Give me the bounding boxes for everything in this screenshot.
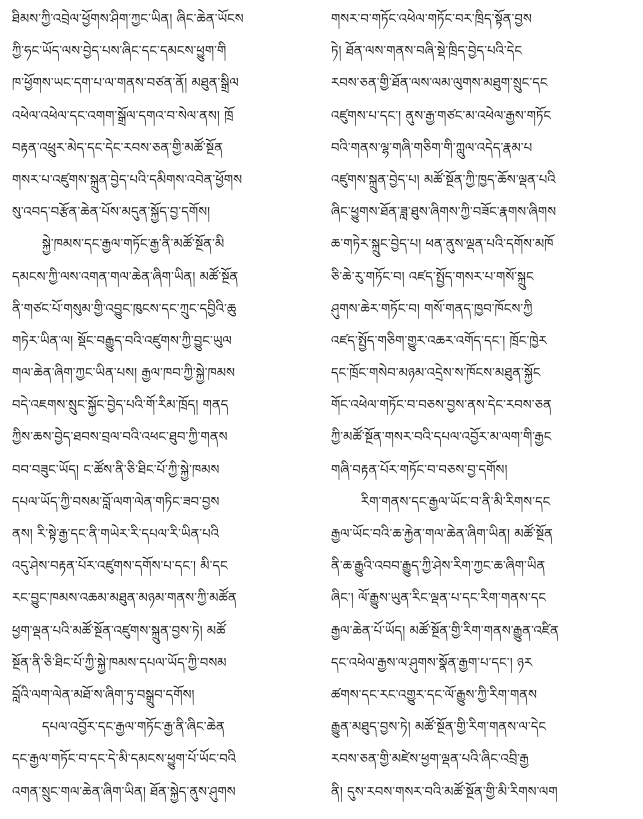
paragraph-start-line: རིག་གནས་དང་རྒྱལ་ཡོང་བ་ནི་མི་རིགས་དང [361, 494, 551, 510]
text-line: ཐིམས་ཀྱི་འབྲེལ་ཕྱོགས་ཤིག་ཀྱང་ཡིན། ཞིང་ཆེན་ཡོངས [12, 12, 244, 27]
text-line: ཕྱག་ལྡན་པའི་མཚོ་སྔོན་འཛུགས་སྐྲུན་བྱས་ཏེ། མཚོ [12, 623, 226, 639]
text-line: ཚགས་དང་རང་འགྱུར་དང་ལོ་རྒྱུས་ཀྱི་རིག་གནས [331, 687, 538, 703]
text-line: ཁ་ཕྱོགས་ཡང་དག་པ་ལ་གནས་བཙན་ནོ། མཐུན་སྒྲིལ [12, 76, 239, 92]
text-line: ཞིང་ཕྱུགས་ཐོན་ཟླ་ཐུས་ཞིགས་ཀྱི་བཟོང་རྣགས་ཞིགས [331, 205, 557, 221]
text-line: བློའི་ལག་ལེན་མཐོ་ས་ཞིག་ཏུ་བསྒྲུབ་དགོས། [12, 687, 195, 703]
text-line: གཞི་བརྟན་པོར་གཏོང་བ་བཅས་བྱ་དགོས། [331, 462, 508, 478]
text-line: བབ་བཟུང་ཡོད། ང་ཚོས་ནི་ཅི་ཐིང་པོ་ཀྱི་སྐྱེ་ཁམས [12, 462, 220, 478]
paragraph-start-line: སྐྱེ་ཁམས་དང་རྒྱལ་གཏོང་རྒྱ་ནི་མཚོ་སྔོན་མི [42, 237, 225, 253]
text-line: འཛུགས་པ་དང་། ནུས་རྒྱ་གཙང་མ་འཕེལ་རྒྱས་གཏོང [331, 108, 552, 124]
text-line: འཛུགས་སྐྲུན་བྱེད་པ། མཚོ་སྔོན་ཀྱི་ཁྱད་ཆོས་ལྡན་པའི [331, 172, 556, 188]
text-line: ནི། དུས་རབས་གསར་བའི་མཚོ་སྔོན་གྱི་མི་རིགས་ལག [331, 784, 558, 800]
text-line: རབས་ཅན་གྱི་ཐོན་ལས་ལམ་ལུགས་མཐུག་སྲུང་དང [331, 76, 548, 92]
text-line: ནས། རི་སྟེ་རྒྱ་དང་ནི་གཡེར་རི་དཔལ་རི་ཡིན་པའི [12, 527, 220, 542]
text-line: བདེ་འཇགས་སྲུང་སྐྱོང་བྱེད་པའི་གོ་རིམ་ཁྲོད། གནད [12, 398, 229, 414]
text-line: རང་བྱུང་ཁམས་འཆམ་མཐུན་མཉམ་གནས་ཀྱི་མཚོན [12, 591, 237, 607]
text-line: ཀྱིས་ཆས་བྱེད་ཐབས་བྲལ་བའི་འཕང་ཐུབ་ཀྱི་གནས [12, 430, 228, 446]
text-line: སྔོན་ནི་ཅི་ཐིང་པོ་ཀྱི་སྐྱེ་ཁམས་དཔལ་ཡོད་ཀྱི་བསམ [12, 655, 227, 671]
text-line: གསར་བ་གཏོང་འཕེལ་གཏོང་བར་ཁྲིད་སྟོན་བྱས [331, 12, 532, 27]
text-line: འཛད་སྤྱོད་གཅིག་གྱུར་འཆར་འགོད་དང་། ཁྲོང་ཁྱེར [331, 333, 547, 349]
text-line: དང་ཁྲོང་གསེབ་མཉམ་འདྲེས་ས་ཁོངས་མཐུན་སྐྱོང [331, 366, 541, 382]
text-line: འདུ་ཤེས་བརྟན་པོར་འཛུགས་དགོས་པ་དང་། མི་དང [12, 559, 228, 575]
text-line: རྒྱུན་མཐུད་བྱས་ཏེ། མཚོ་སྔོན་གྱི་རིག་གནས་ལ་དེང [331, 720, 547, 736]
text-line: ཏེ། ཐོན་ལས་གནས་བཞི་སྡེ་ཁྲིད་བྱེད་པའི་དེང [331, 44, 523, 60]
text-line: བརྟན་འཕྲུར་མེད་དང་དེང་རབས་ཅན་གྱི་མཚོ་སྔོན [12, 140, 224, 156]
text-line: དམངས་ཀྱི་ལས་འགན་གལ་ཆེན་ཞིག་ཡིན། མཚོ་སྔོན [12, 269, 239, 285]
text-line: ཤུགས་ཆེར་གཏོང་བ། གསོ་གནད་ཁྱབ་ཁོངས་ཀྱི [331, 301, 533, 317]
text-line: དང་རྒྱལ་གཏོང་བ་དང་དེ་མི་དམངས་ཕྱུག་པོ་ཡོང་བའི [12, 752, 237, 768]
text-line: ཅི་ཆེ་རུ་གཏོང་བ། འཛད་སྤྱོད་གསར་པ་གསོ་སྐྲུང [331, 269, 534, 285]
text-line: ཆ་གཏེར་སྐྲུང་བྱེད་པ། ཕན་ནུས་ལྡན་པའི་དགོས་མཁོ [331, 237, 554, 253]
text-line: དང་འཕེལ་རྒྱས་ལ་ཤུགས་སྣོན་རྒྱག་པ་དང་། ཉར [331, 655, 533, 671]
text-line: སུ་འབད་བརྩོན་ཆེན་པོས་མདུན་སྐྱོད་བྱ་དགོས། [12, 205, 211, 221]
text-line: གོང་འཕེལ་གཏོང་བ་བཅས་བྱས་ནས་དེང་རབས་ཅན [331, 398, 552, 414]
text-line: རྒྱལ་ཡོང་བའི་ཆ་རྐྱེན་གལ་ཆེན་ཞིག་ཡིན། མཚོ་སྔོན [331, 527, 553, 542]
text-line: འཕེལ་འཕེལ་དང་འགག་སྒྲོལ་དགའ་བ་སེལ་ནས། ཁྲོ [12, 108, 234, 124]
text-line: དཔལ་ཡོད་ཀྱི་བསམ་བློ་ལག་ལེན་གཏིང་ཟབ་བྱས [12, 494, 220, 510]
text-line: རབས་ཅན་གྱི་མཛེས་ཕྱག་ལྡན་པའི་ཞིང་འབྲི་རྒྱ [331, 752, 529, 768]
text-line: ཀྱི་མཚོ་སྔོན་གསར་བའི་དཔལ་འབྱོར་མ་ལག་གི་རྒྱང [331, 430, 552, 446]
text-line: ནི་ཆ་རྒྱུའི་འབབ་རྒྱུད་ཀྱི་ཤེས་རིག་ཀྱང་ཆ་ཞིག་ཡིན [331, 559, 546, 575]
text-line: གསར་པ་འཛུགས་སྐྲུན་བྱེད་པའི་དམིགས་འབེན་ཕྱོགས [12, 172, 243, 188]
left-column [12, 4, 308, 809]
paragraph-start-line: དཔལ་འབྱོར་དང་རྒྱལ་གཏོང་རྒྱ་ནི་ཞིང་ཆེན [42, 720, 225, 736]
text-line: འགན་སྲུང་གལ་ཆེན་ཞིག་ཡིན། ཐོན་སྐྱེད་ནུས་ཤུགས [12, 784, 236, 800]
text-line: ཞིང་། ལོ་རྒྱུས་ཡུན་རིང་ལྡན་པ་དང་རིག་གནས་དང [331, 591, 547, 607]
text-line: གཏེར་ཡིན་ལ། སྡོང་བརྒྱུད་བའི་འཛུགས་ཀྱི་བྱུང་ཡུལ [12, 333, 232, 349]
text-line: ཀྱི་ཧང་ཡོད་ལས་བྱེད་པས་ཞིང་དང་དམངས་ཕྱུག་གི [12, 44, 227, 60]
right-column [331, 4, 627, 809]
text-line: བའི་གནས་ལྷ་གཞི་གཅིག་གི་ཀླུལ་འདེད་རྣམ་པ [331, 140, 533, 156]
text-line: རྒྱལ་ཆེན་པོ་ཡོད། མཚོ་སྔོན་གྱི་རིག་གནས་རྒྱུན་འཛིན [331, 623, 559, 639]
text-line: གལ་ཆེན་ཞིག་ཀྱང་ཡིན་པས། རྒྱལ་ཁབ་ཀྱི་སྐྱེ་ཁམས [12, 366, 236, 382]
text-line: ནི་གཙང་པོ་གསུམ་གྱི་འབྱུང་ཁུངས་དང་ཀྲུང་དབྱིའི་ཆུ [12, 301, 237, 317]
